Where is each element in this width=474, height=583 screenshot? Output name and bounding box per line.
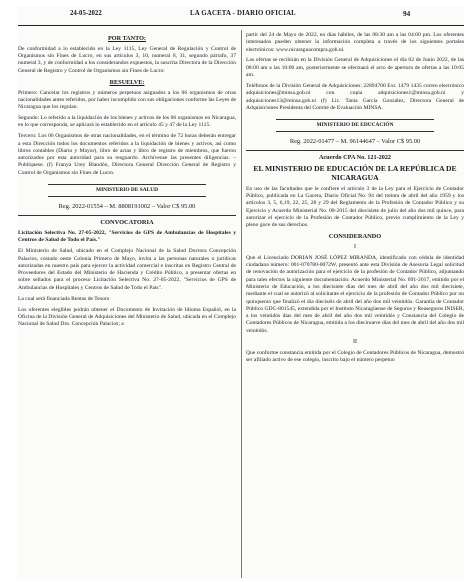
- agreement-number: Acuerdo CPA No. 121-2022: [318, 154, 392, 162]
- registration-line: Reg. 2022-01554 – M. 8808191002 – Valor C$ 95.00: [18, 203, 236, 215]
- section-heading-resuelve: RESUELVE:: [109, 78, 145, 86]
- roman-numeral: II: [353, 338, 357, 345]
- header-page-number: 94: [403, 10, 411, 18]
- ministry-title: EL MINISTERIO DE EDUCACIÓN DE LA REPÚBLICA DE NICARAGUA: [253, 164, 457, 182]
- header-date: 24-05-2022: [70, 10, 102, 17]
- section-heading-considerando: CONSIDERANDO: [328, 233, 382, 241]
- paragraph: El Ministerio de Salud, ubicado en el Complejo Nacional de la Salud Doctora Concepción Palacios, costado oeste Colonia Primero de Mayo, invita a las personas naturales o jurídicas autorizadas en nuestro país para ejercer la actividad comercial e inscritas en Registro Central de Proveedores del Estado del Ministerio de Hacienda y Crédito Público, a presentar ofertas en sobre sellados para el proceso Licitación Selectiva No. 27-05-2022, "Servicios de GPS de Ambulancias de Hospitales y Centros de Salud de Todo el País".: [18, 248, 236, 291]
- paragraph: De conformidad a lo establecido en la Ley 1115, Ley General de Regulación y Control de Organismos sin Fines de Lucro, en sus artículos 3, 10, numeral 8, 31, segundo párrafo, 37 numeral 3, y de conformidad a los considerandos expuestos, la suscrita Directora de la Dirección General de Registro y Control de Organismos sin Fines de Lucro:: [18, 45, 236, 74]
- paragraph: Teléfonos de la División General de Adquisiciones: 22894700 Ext. 1479 1435 correo electrónico adquisiciones@minsa.gob.ni con copia adquisiciones1@minsa.gob.ni y adquisiciones13@minsa.gob.ni (f) Lic. Tania García González, Directora General de Adquisiciones Presidenta del Comité de Evaluación MINSA.: [246, 82, 464, 111]
- paragraph: Los oferentes elegibles podrán obtener el Documento de Invitación de Idioma Español, en la Oficina de la División General de Adquisiciones del Ministerio de Salud, ubicada en el Complejo Nacional de Salud Dra. Concepción Palacios; a: [18, 306, 236, 328]
- notice-title: CONVOCATORIA: [100, 219, 154, 227]
- column-divider: [241, 30, 242, 578]
- paragraph: En uso de las facultades que le confiere el artículo 3 de la Ley para el Ejercicio de Contador Público, publicada en La Gaceta, Diario Oficial No. 94 del treinta de abril del año 1959 y los artículos 3, 5, 6,19, 22, 25, 28 y 29 del Reglamento de la Profesión de Contador Público y su Ejercicio y Acuerdo Ministerial No. 08-2015 del diecisiete de julio del año dos mil quince, para autorizar el ejercicio de la Profesión de Contador Público, previo cumplimiento de la Ley y pleno goce de sus derechos.: [246, 185, 464, 229]
- right-column: [246, 32, 464, 368]
- paragraph: Primero: Cancelar los registros y números perpetuos asignados a los 06 organismos de otras nacionalidades antes referidos, por haber incumplido con sus obligaciones conforme las Leyes de Nicaragua que los regulan.: [18, 89, 236, 111]
- paragraph-bold: Licitación Selectiva No. 27-05-2022, "Servicios de GPS de Ambulancias de Hospitales y Centros de Salud de Todo el País.": [18, 230, 236, 244]
- paragraph: Que conforme constancia emitida por el Colegio de Contadores Públicos de Nicaragua, demostró ser afiliado activo de ese colegio, inscrito bajo el número perpetuo: [246, 349, 464, 363]
- left-column: [18, 32, 236, 332]
- roman-numeral: I: [354, 243, 356, 250]
- registration-line: Reg. 2022-01477 – M. 96144647 – Valor C$ 95.00: [246, 138, 464, 150]
- paragraph: Tercero: Los 06 Organismos de otras nacionalidades, en el término de 72 horas deberán entregar a esta Dirección todos los documentos referidos a la liquidación de bienes y activos, así como libros contables (Diario y Mayor), libro de actas y libro de registro de miembros, que fueron autorizados por esta autoridad para su resguardo. Archívense las presentes diligencias. – Publíquese. (f) Franya Urey Blandón, Directora General Dirección General de Registro y Control de Organismos sin Fines de Lucro.: [18, 133, 236, 176]
- page-header: [18, 6, 464, 26]
- ministry-heading: MINISTERIO DE EDUCACIÓN: [276, 119, 434, 132]
- ministry-heading: MINISTERIO DE SALUD: [48, 184, 206, 197]
- section-heading-por-tanto: POR TANTO:: [108, 35, 146, 42]
- paragraph: partir del 24 de Mayo de 2022, en días hábiles, de las 08:30 am a las 04:00 pm. Los oferentes interesados pueden obtener la información completa a través de los siguientes portales electrónicos: www.nicaraguacompra.gob.ni.: [246, 32, 464, 53]
- newspaper-page: [18, 6, 464, 579]
- paragraph: Que el Licenciado DORIAN JOSÉ LÓPEZ MIRANDA, identificado con cédula de identidad ciudadana número: 001-070780-0072W, presentó ante esta División de Asesoría Legal solicitud de renovación de autorización para el ejercicio de la profesión de Contador Público, adjuntando para tales efectos la siguiente documentación: Acuerdo Ministerial No. 091-2017, emitido por el Ministerio de Educación, a los diecisiete días del mes de abril del año dos mil diecisiete, mediante el cual se autorizó al solicitante el ejercicio de la profesión de Contador Público por un quinquenio que finalizó el día dieciséis de abril del año dos mil veintidós. Garantía de Contador Público GDC-801545, extendida por el Instituto Nicaragüense de Seguros y Reaseguros INISER, a los veintidós días del mes de abril del año dos mil veintidós y Constancia del Colegio de Contadores Públicos de Nicaragua, emitida a los diecinueve días del mes de abril del año dos mil veintidós.: [246, 254, 464, 334]
- paragraph: Las ofertas se recibirán en la División General de Adquisiciones el día 02 de Junio 2022, de las 08:00 am a las 10:00 am, posteriormente se efectuará el acto de apertura de ofertas a las 10:05 am.: [246, 57, 464, 79]
- paragraph: La cual será financiada Rentas de Tesoro: [18, 295, 110, 302]
- paragraph: Segundo: Lo referido a la liquidación de los bienes y activos de los 06 organismos en Nicaragua, en lo que corresponda, se aplicará lo establecido en el artículo 45 y 47 de la Ley 1115.: [18, 115, 236, 129]
- header-title: LA GACETA - DIARIO OFICIAL: [190, 10, 296, 17]
